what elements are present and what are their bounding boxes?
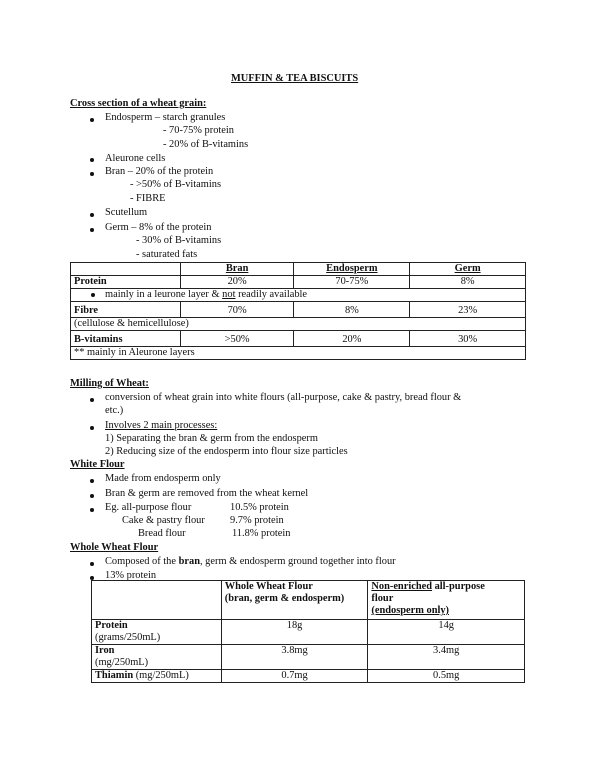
table-header-cell xyxy=(71,263,181,276)
table-header-cell xyxy=(368,581,525,620)
bullet-icon xyxy=(90,158,94,162)
table-cell: 18g xyxy=(221,620,368,645)
table-header-cell: Endosperm xyxy=(294,263,410,276)
row-unit: (grams/250mL) xyxy=(95,632,161,643)
bread-flour-value: 11.8% protein xyxy=(232,528,291,539)
table-header-cell: Bran xyxy=(180,263,294,276)
table-cell: 23% xyxy=(410,302,526,318)
flour-comparison-table xyxy=(91,580,525,683)
table-cell: 30% xyxy=(410,331,526,347)
note-text: readily available xyxy=(238,289,308,300)
table-cell: 14g xyxy=(368,620,525,645)
note-text: not xyxy=(222,289,236,300)
table-cell: 70% xyxy=(180,302,294,318)
aleurone-item: Aleurone cells xyxy=(105,153,166,164)
bullet-icon xyxy=(90,228,94,232)
cross-section-heading: Cross section of a wheat grain: xyxy=(70,98,207,109)
table-row xyxy=(71,302,526,318)
bullet-icon xyxy=(90,508,94,512)
white-flour-item1: Made from endosperm only xyxy=(105,473,221,484)
row-label: Iron xyxy=(95,645,115,656)
bran-sub2: - FIBRE xyxy=(130,193,166,204)
table-cell xyxy=(92,645,222,670)
bullet-icon xyxy=(90,562,94,566)
table-cell: 0.5mg xyxy=(368,670,525,683)
table-row xyxy=(71,347,526,360)
whole-wheat-heading: Whole Wheat Flour xyxy=(70,542,159,553)
table-row xyxy=(92,645,525,670)
milling-step2: 2) Reducing size of the endosperm into flour size particles xyxy=(105,446,348,457)
item-text: , germ & endosperm ground together into flour xyxy=(199,556,396,567)
header-text: (bran, germ & endosperm) xyxy=(224,593,345,604)
whole-wheat-item1 xyxy=(105,556,396,568)
endosperm-sub1: - 70-75% protein xyxy=(163,125,234,136)
fibre-note: (cellulose & hemicellulose) xyxy=(71,318,526,331)
milling-item2: Involves 2 main processes: xyxy=(105,420,218,431)
table-cell: 20% xyxy=(294,331,410,347)
endosperm-item: Endosperm – starch granules xyxy=(105,112,226,123)
table-cell xyxy=(92,670,222,683)
table-cell: 3.8mg xyxy=(221,645,368,670)
cake-pastry-label: Cake & pastry flour xyxy=(122,515,205,526)
header-text: Whole Wheat Flour xyxy=(224,581,313,592)
table-header-cell xyxy=(221,581,368,620)
endosperm-sub2: - 20% of B-vitamins xyxy=(163,139,249,150)
row-unit: (mg/250mL) xyxy=(95,657,149,668)
table-header-cell xyxy=(92,581,222,620)
header-text: (endosperm only) xyxy=(371,605,450,616)
table-cell: 70-75% xyxy=(294,276,410,289)
note-text: mainly in a xyxy=(105,289,152,300)
table-cell: 8% xyxy=(410,276,526,289)
table-row xyxy=(71,276,526,289)
table-cell: Fibre xyxy=(71,302,181,318)
cake-pastry-value: 9.7% protein xyxy=(230,515,284,526)
eg-all-purpose-value: 10.5% protein xyxy=(230,502,289,513)
row-label: Thiamin xyxy=(95,670,134,681)
table-cell xyxy=(92,620,222,645)
row-label: Protein xyxy=(95,620,128,631)
table-cell: Protein xyxy=(71,276,181,289)
table-row xyxy=(92,670,525,683)
item-text-bold: bran xyxy=(178,556,200,567)
table-cell: 3.4mg xyxy=(368,645,525,670)
germ-item: Germ – 8% of the protein xyxy=(105,222,212,233)
header-text: all-purpose xyxy=(431,581,485,592)
header-text: flour xyxy=(371,593,394,604)
table-header-row xyxy=(92,581,525,620)
germ-sub1: - 30% of B-vitamins xyxy=(136,235,222,246)
white-flour-item2: Bran & germ are removed from the wheat kernel xyxy=(105,488,309,499)
header-text: Non-enriched xyxy=(371,581,432,592)
milling-heading: Milling of Wheat: xyxy=(70,378,149,389)
grain-composition-table xyxy=(70,262,526,360)
table-row xyxy=(71,289,526,302)
white-flour-heading: White Flour xyxy=(70,459,125,470)
bran-item: Bran – 20% of the protein xyxy=(105,166,214,177)
table-header-cell: Germ xyxy=(410,263,526,276)
table-cell: 20% xyxy=(180,276,294,289)
bullet-icon xyxy=(90,213,94,217)
protein-note xyxy=(71,289,526,302)
table-cell: B-vitamins xyxy=(71,331,181,347)
note-text: leurone layer & xyxy=(154,289,220,300)
bran-sub1: - >50% of B-vitamins xyxy=(130,179,221,190)
bullet-icon xyxy=(90,398,94,402)
item-text: Composed of the xyxy=(105,556,176,567)
germ-sub2: - saturated fats xyxy=(136,249,198,260)
bullet-icon xyxy=(90,494,94,498)
scutellum-item: Scutellum xyxy=(105,207,148,218)
bullet-icon xyxy=(91,293,95,297)
milling-item1: conversion of wheat grain into white flours (all-purpose, cake & pastry, bread flour & xyxy=(105,392,462,403)
bullet-icon xyxy=(90,172,94,176)
milling-step1: 1) Separating the bran & germ from the endosperm xyxy=(105,433,318,444)
bullet-icon xyxy=(90,118,94,122)
table-cell: >50% xyxy=(180,331,294,347)
table-cell: 0.7mg xyxy=(221,670,368,683)
bullet-icon xyxy=(90,426,94,430)
table-row xyxy=(71,318,526,331)
bvit-note: ** mainly in Aleurone layers xyxy=(71,347,526,360)
eg-all-purpose-label: Eg. all-purpose flour xyxy=(105,502,192,513)
table-header-row xyxy=(71,263,526,276)
bread-flour-label: Bread flour xyxy=(138,528,186,539)
page-title: MUFFIN & TEA BISCUITS xyxy=(231,73,359,84)
row-unit: (mg/250mL) xyxy=(133,670,189,681)
bullet-icon xyxy=(90,479,94,483)
table-cell: 8% xyxy=(294,302,410,318)
milling-item1-cont: etc.) xyxy=(105,405,124,416)
whole-wheat-item2: 13% protein xyxy=(105,570,157,581)
table-row xyxy=(92,620,525,645)
table-row xyxy=(71,331,526,347)
